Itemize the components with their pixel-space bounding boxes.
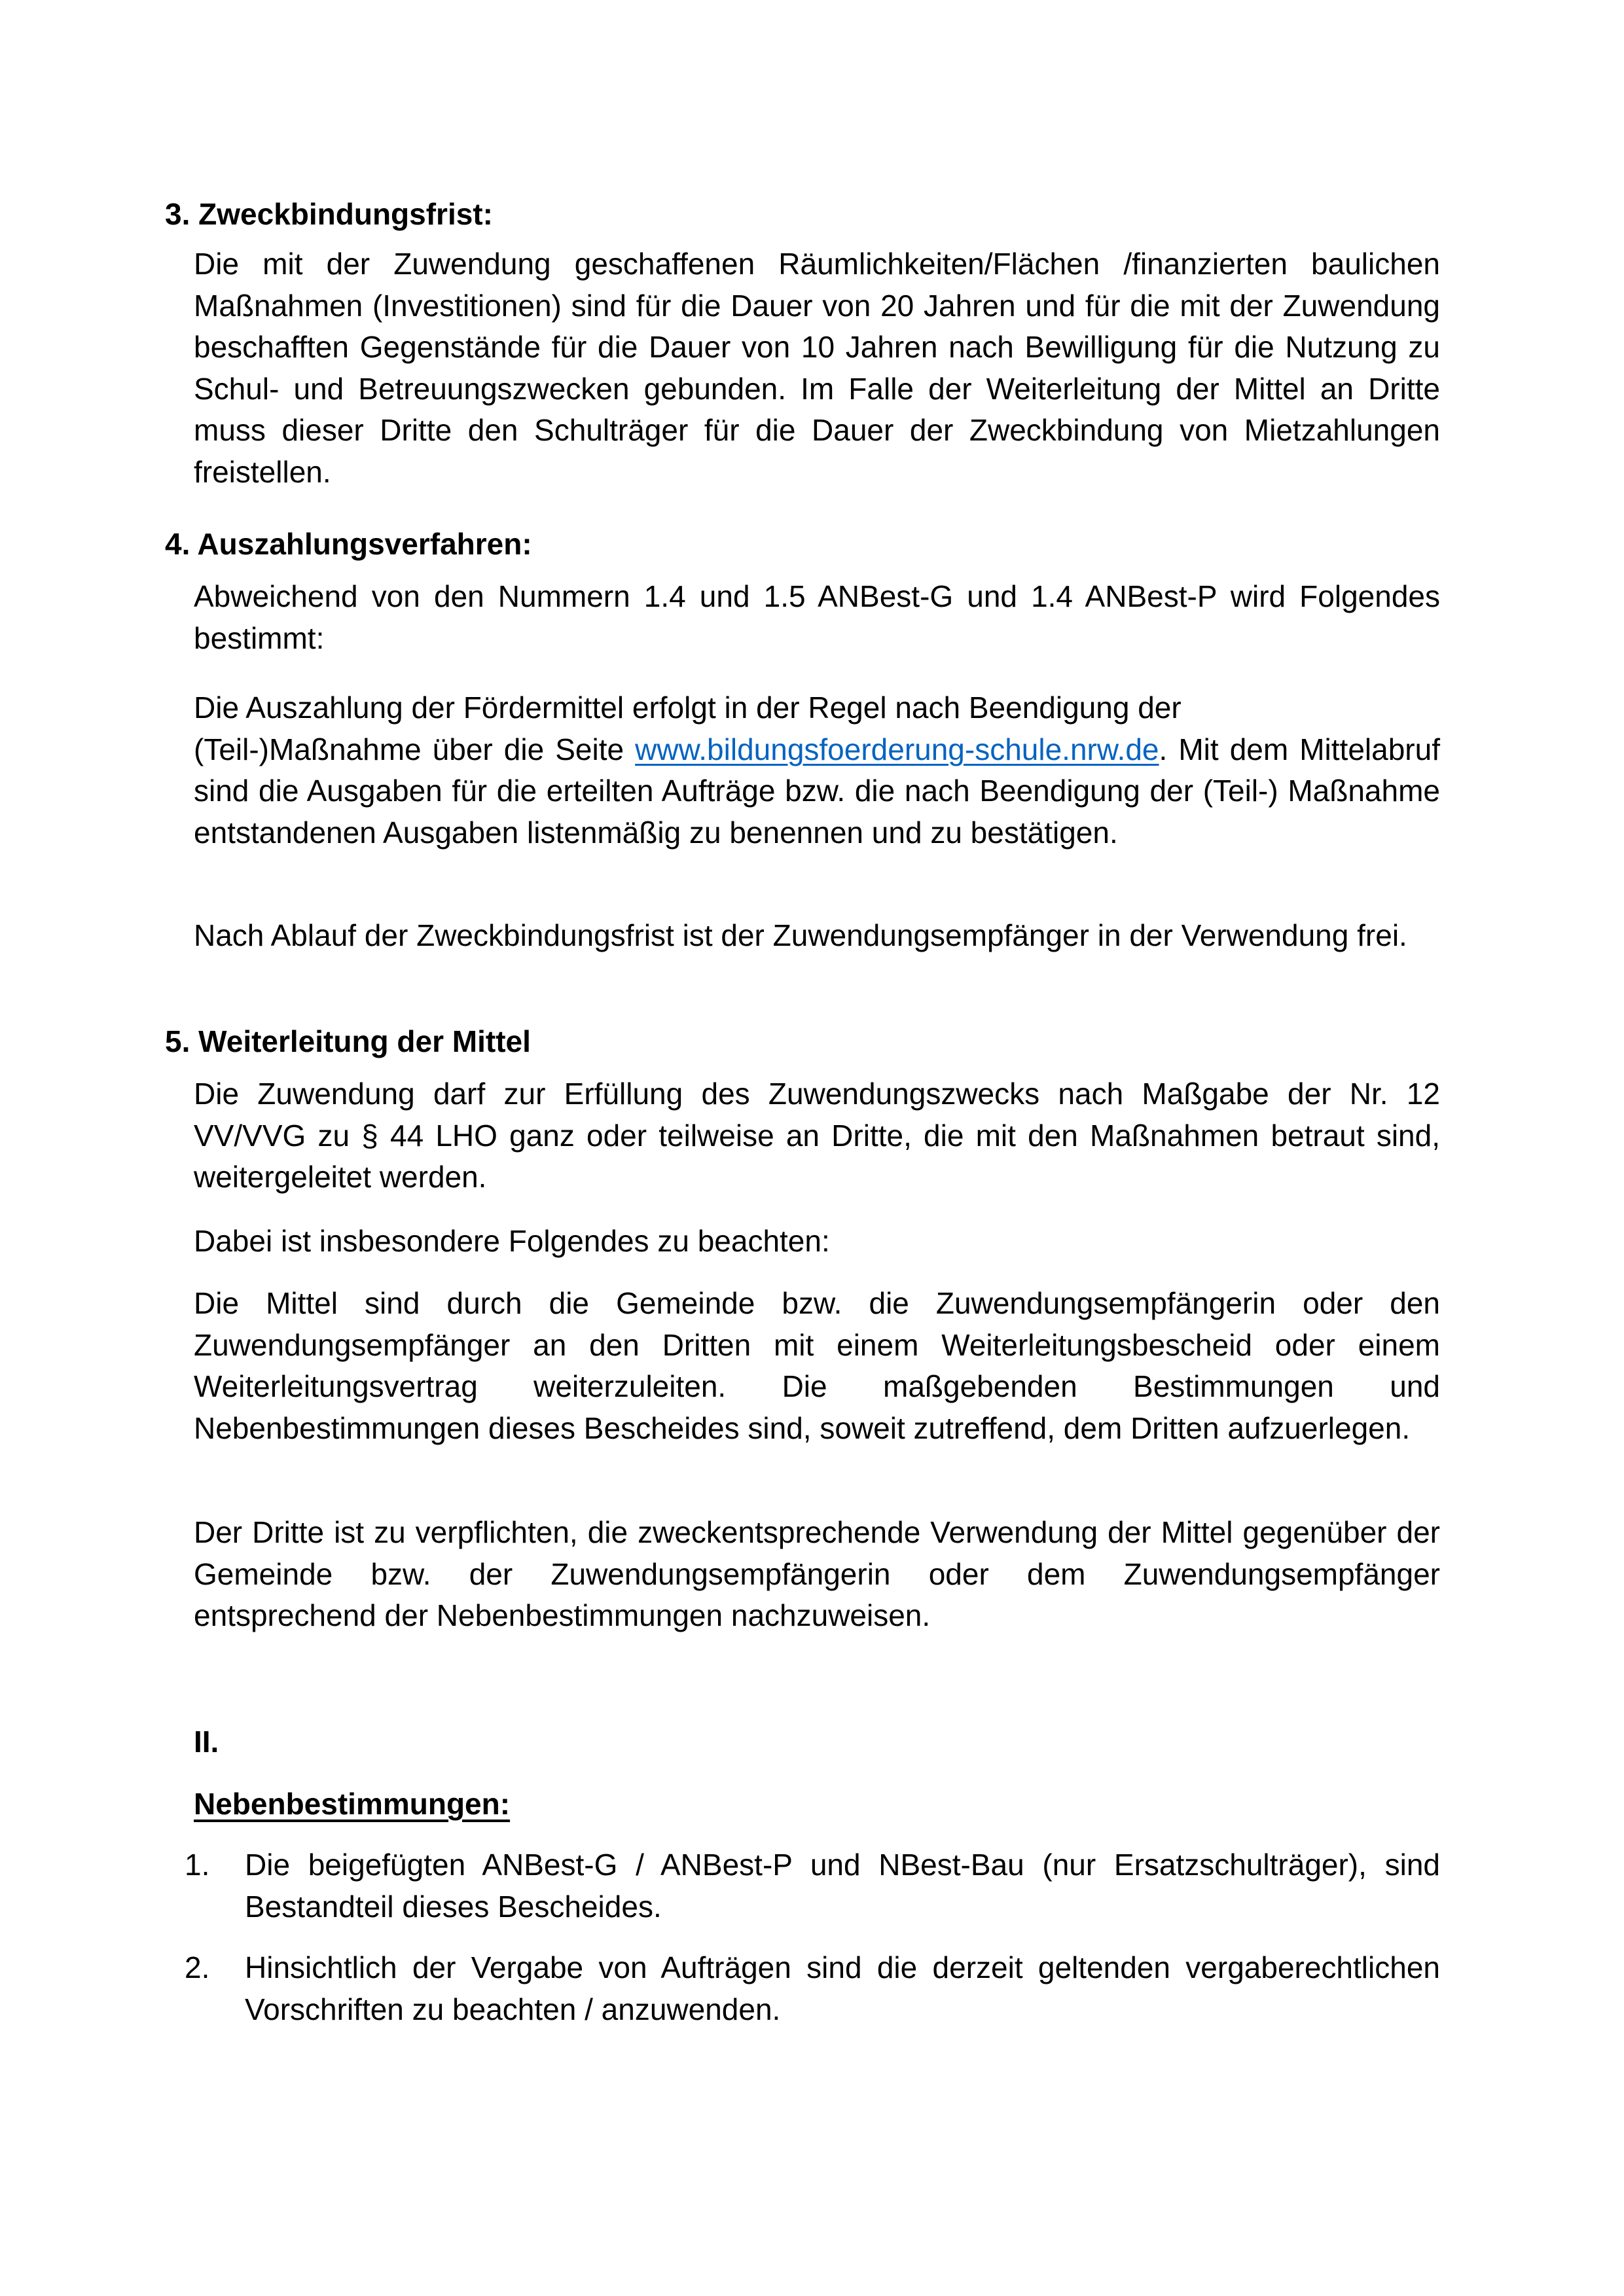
list-item-text: Hinsichtlich der Vergabe von Aufträgen sind die derzeit geltenden vergaberechtlichen Vorschriften zu beachten / anzuwenden.	[245, 1950, 1440, 2026]
section-4-paragraph-3: Nach Ablauf der Zweckbindungsfrist ist der Zuwendungsempfänger in der Verwendung frei.	[194, 918, 1407, 952]
section-4-heading: 4. Auszahlungsverfahren:	[165, 527, 532, 561]
bildungsfoerderung-link[interactable]: www.bildungsfoerderung-schule.nrw.de	[635, 732, 1159, 766]
list-item-number: 2.	[185, 1950, 210, 1984]
list-item	[177, 1947, 1440, 2030]
paragraph-line: Die Auszahlung der Fördermittel erfolgt in der Regel nach Beendigung der	[194, 691, 1182, 725]
section-5-paragraph-1: Die Zuwendung darf zur Erfüllung des Zuwendungszwecks nach Maßgabe der Nr. 12 VV/VVG zu § 44 LHO ganz oder teilweise an Dritte, die mit den Maßnahmen betraut sind, weitergeleitet werden.	[194, 1077, 1440, 1194]
section-5-paragraph-3: Die Mittel sind durch die Gemeinde bzw. die Zuwendungsempfängerin oder den Zuwendungsempfänger an den Dritten mit einem Weiterleitungsbescheid oder einem Weiterleitungsvertrag weiterzuleiten. Die maßgebenden Bestimmungen und Nebenbestimmungen dieses Bescheides sind, soweit zutreffend, dem Dritten aufzuerlegen.	[194, 1286, 1440, 1445]
section-5-heading: 5. Weiterleitung der Mittel	[165, 1024, 531, 1058]
section-3-heading: 3. Zweckbindungsfrist:	[165, 197, 493, 231]
paragraph-text: (Teil-)Maßnahme über die Seite	[194, 732, 636, 766]
nebenbestimmungen-list	[177, 1844, 1440, 2050]
nebenbestimmungen-heading: Nebenbestimmungen:	[194, 1787, 511, 1821]
section-4-paragraph-1: Abweichend von den Nummern 1.4 und 1.5 ANBest-G und 1.4 ANBest-P wird Folgendes bestimmt:	[194, 579, 1440, 655]
section-5-paragraph-2: Dabei ist insbesondere Folgendes zu beachten:	[194, 1224, 830, 1258]
list-item-number: 1.	[185, 1848, 210, 1882]
part-ii-numeral: II.	[194, 1725, 219, 1759]
section-4-paragraph-2	[194, 687, 1440, 853]
list-item	[177, 1844, 1440, 1928]
list-item-text: Die beigefügten ANBest-G / ANBest-P und NBest-Bau (nur Ersatzschulträger), sind Bestandteil dieses Bescheides.	[245, 1848, 1440, 1924]
section-5-paragraph-4: Der Dritte ist zu verpflichten, die zweckentsprechende Verwendung der Mittel gegenüber der Gemeinde bzw. der Zuwendungsempfängerin oder dem Zuwendungsempfänger entsprechend der Nebenbestimmungen nachzuweisen.	[194, 1515, 1440, 1632]
paragraph-text: . Mit dem Mittelabruf sind die Ausgaben für die erteilten Aufträge bzw. die nach Beendigung der (Teil-) Maßnahme entstandenen Ausgaben listenmäßig zu benennen und zu bestätigen.	[194, 732, 1440, 850]
section-3-paragraph: Die mit der Zuwendung geschaffenen Räumlichkeiten/Flächen /finanzierten baulichen Maßnahmen (Investitionen) sind für die Dauer von 20 Jahren und für die mit der Zuwendung beschafften Gegenstände für die Dauer von 10 Jahren nach Bewilligung für die Nutzung zu Schul- und Betreuungszwecken gebunden. Im Falle der Weiterleitung der Mittel an Dritte muss dieser Dritte den Schulträger für die Dauer der Zweckbindung von Mietzahlungen freistellen.	[194, 247, 1440, 489]
